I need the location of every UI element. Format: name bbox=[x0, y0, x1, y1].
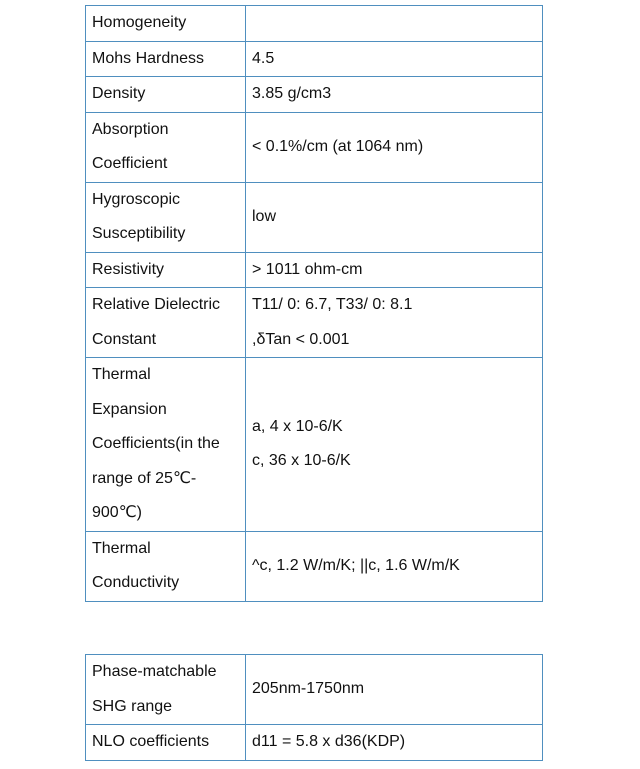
value-cell bbox=[246, 112, 543, 182]
property-label: Relative Dielectric bbox=[92, 296, 221, 313]
property-cell bbox=[86, 725, 246, 761]
property-value: > 1011 ohm-cm bbox=[252, 260, 363, 278]
property-label: Thermal bbox=[92, 539, 151, 557]
value-cell bbox=[246, 6, 543, 42]
property-cell bbox=[86, 6, 246, 42]
table-row bbox=[86, 531, 543, 601]
table-row bbox=[86, 252, 543, 288]
property-value: ,δTan < 0.001 bbox=[252, 330, 350, 348]
property-label: Mohs Hardness bbox=[92, 49, 205, 67]
table-row bbox=[86, 41, 543, 77]
property-cell bbox=[86, 531, 246, 601]
property-label: Conductivity bbox=[92, 574, 180, 591]
property-cell bbox=[86, 252, 246, 288]
property-label: Phase-matchable bbox=[92, 663, 217, 680]
value-cell bbox=[246, 252, 543, 288]
property-cell bbox=[86, 112, 246, 182]
property-value: low bbox=[252, 207, 277, 225]
property-label: Coefficients(in the bbox=[92, 435, 220, 452]
property-cell bbox=[86, 77, 246, 113]
value-cell bbox=[246, 182, 543, 252]
table-row bbox=[86, 655, 543, 725]
property-label: Thermal bbox=[92, 366, 151, 383]
property-label: Constant bbox=[92, 330, 157, 348]
value-cell bbox=[246, 358, 543, 532]
table-row bbox=[86, 6, 543, 42]
property-cell bbox=[86, 655, 246, 725]
property-label: Homogeneity bbox=[92, 14, 187, 31]
property-label: Hygroscopic bbox=[92, 190, 181, 208]
property-label: 900℃) bbox=[92, 504, 142, 521]
property-cell bbox=[86, 182, 246, 252]
value-cell bbox=[246, 531, 543, 601]
property-value: d11 = 5.8 x d36(KDP) bbox=[252, 733, 406, 750]
property-label: Resistivity bbox=[92, 260, 165, 278]
property-label: Coefficient bbox=[92, 155, 168, 172]
table-row bbox=[86, 725, 543, 761]
property-value: 205nm-1750nm bbox=[252, 680, 365, 698]
value-cell bbox=[246, 655, 543, 725]
value-cell bbox=[246, 288, 543, 358]
table-row bbox=[86, 288, 543, 358]
property-value: a, 4 x 10-6/K bbox=[252, 417, 343, 435]
nlo-properties-table bbox=[85, 654, 543, 761]
property-value: ^c, 1.2 W/m/K; ||c, 1.6 W/m/K bbox=[252, 556, 460, 574]
value-cell bbox=[246, 77, 543, 113]
property-label: range of 25℃- bbox=[92, 469, 197, 487]
property-label: SHG range bbox=[92, 697, 173, 715]
property-value: 3.85 g/cm3 bbox=[252, 85, 332, 102]
property-value: < 0.1%/cm (at 1064 nm) bbox=[252, 137, 424, 155]
property-label: Absorption bbox=[92, 120, 169, 138]
table-row bbox=[86, 358, 543, 532]
value-cell bbox=[246, 725, 543, 761]
property-label: Expansion bbox=[92, 400, 167, 418]
property-label: NLO coefficients bbox=[92, 733, 210, 750]
table-row bbox=[86, 112, 543, 182]
property-cell bbox=[86, 288, 246, 358]
value-cell bbox=[246, 41, 543, 77]
property-cell bbox=[86, 358, 246, 532]
property-cell bbox=[86, 41, 246, 77]
property-value: c, 36 x 10-6/K bbox=[252, 452, 351, 470]
table-row bbox=[86, 182, 543, 252]
property-value: 4.5 bbox=[252, 49, 275, 67]
property-value: T11/ 0: 6.7, T33/ 0: 8.1 bbox=[252, 296, 413, 313]
property-label: Susceptibility bbox=[92, 225, 186, 242]
property-label: Density bbox=[92, 85, 146, 102]
table-row bbox=[86, 77, 543, 113]
properties-table bbox=[85, 5, 543, 602]
